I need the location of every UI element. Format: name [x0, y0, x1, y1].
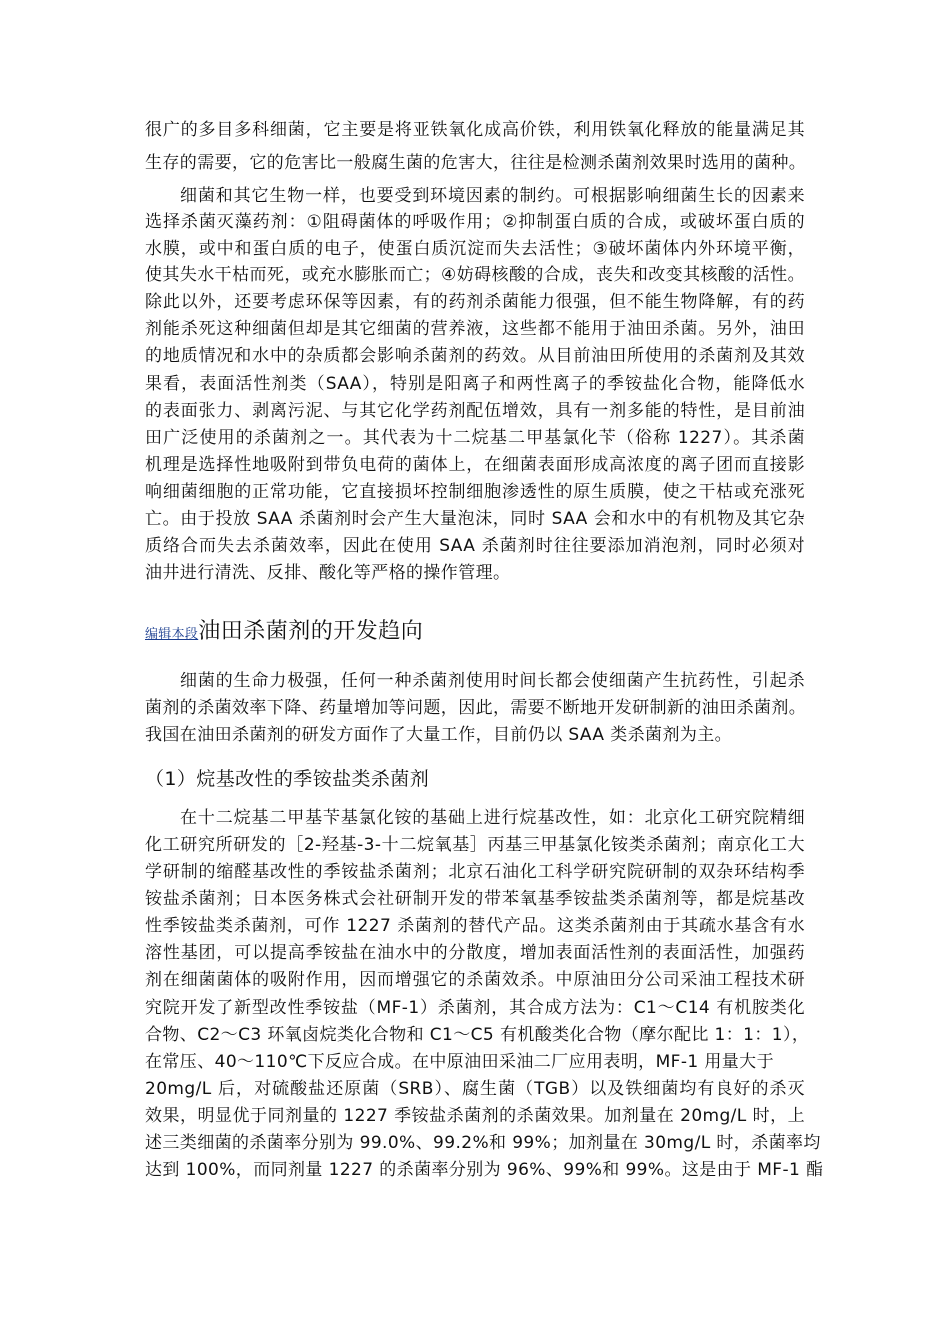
paragraph-4-line-12: 效果，明显优于同剂量的 1227 季铵盐杀菌剂的杀菌效果。加剂量在 20mg/L 时，上: [145, 1106, 805, 1126]
section-heading: [145, 614, 423, 648]
paragraph-2-line-15: 油井进行清洗、反排、酸化等严格的操作管理。: [145, 563, 511, 583]
paragraph-4-line-10: 在常压、40～110℃下反应合成。在中原油田采油二厂应用表明，MF-1 用量大于: [145, 1052, 774, 1072]
paragraph-4-line-13: 述三类细菌的杀菌率分别为 99.0%、99.2%和 99%；加剂量在 30mg/L 时，杀菌率均: [145, 1133, 821, 1153]
paragraph-2-line-2: 选择杀菌灭藻药剂：①阻碍菌体的呼吸作用；②抑制蛋白质的合成，或破坏蛋白质的: [145, 212, 805, 232]
paragraph-3-line-2: 菌剂的杀菌效率下降、药量增加等问题，因此，需要不断地开发研制新的油田杀菌剂。: [145, 698, 807, 718]
paragraph-2-line-9: 的表面张力、剥离污泥、与其它化学药剂配伍增效，具有一剂多能的特性，是目前油: [145, 401, 805, 421]
paragraph-2-line-4: 使其失水干枯而死，或充水膨胀而亡；④妨碍核酸的合成，丧失和改变其核酸的活性。: [145, 265, 805, 285]
paragraph-2-line-5: 除此以外，还要考虑环保等因素，有的药剂杀菌能力很强，但不能生物降解，有的药: [145, 292, 805, 312]
paragraph-4-line-1: 在十二烷基二甲基苄基氯化铵的基础上进行烷基改性，如：北京化工研究院精细: [180, 808, 805, 828]
paragraph-4-line-2: 化工研究所研发的［2-羟基-3-十二烷氧基］丙基三甲基氯化铵类杀菌剂；南京化工大: [145, 835, 805, 855]
paragraph-4-line-3: 学研制的缩醛基改性的季铵盐杀菌剂；北京石油化工科学研究院研制的双杂环结构季: [145, 862, 805, 882]
paragraph-3-line-3: 我国在油田杀菌剂的研发方面作了大量工作，目前仍以 SAA 类杀菌剂为主。: [145, 725, 733, 745]
paragraph-1-line-2: 生存的需要，它的危害比一般腐生菌的危害大，往往是检测杀菌剂效果时选用的菌种。: [145, 153, 807, 173]
paragraph-2-line-13: 亡。由于投放 SAA 杀菌剂时会产生大量泡沫，同时 SAA 会和水中的有机物及其它杂: [145, 509, 805, 529]
subsection-title: （1）烷基改性的季铵盐类杀菌剂: [145, 768, 430, 790]
paragraph-4-line-8: 究院开发了新型改性季铵盐（MF-1）杀菌剂，其合成方法为：C1～C14 有机胺类化: [145, 998, 805, 1018]
paragraph-2-line-11: 机理是选择性地吸附到带负电荷的菌体上，在细菌表面形成高浓度的离子团而直接影: [145, 455, 805, 475]
paragraph-2-line-8: 果看，表面活性剂类（SAA），特别是阳离子和两性离子的季铵盐化合物，能降低水: [145, 374, 805, 394]
paragraph-4-line-4: 铵盐杀菌剂；日本医务株式会社研制开发的带苯氧基季铵盐类杀菌剂等，都是烷基改: [145, 889, 805, 909]
paragraph-4-line-14: 达到 100%，而同剂量 1227 的杀菌率分别为 96%、99%和 99%。这是由于 MF-1 酯: [145, 1160, 824, 1180]
paragraph-2-line-6: 剂能杀死这种细菌但却是其它细菌的营养液，这些都不能用于油田杀菌。另外，油田: [145, 319, 805, 339]
paragraph-1-line-1: 很广的多目多科细菌，它主要是将亚铁氧化成高价铁，利用铁氧化释放的能量满足其: [145, 120, 805, 140]
paragraph-4-line-5: 性季铵盐类杀菌剂，可作 1227 杀菌剂的替代产品。这类杀菌剂由于其疏水基含有水: [145, 916, 805, 936]
paragraph-4-line-11: 20mg/L 后，对硫酸盐还原菌（SRB）、腐生菌（TGB）以及铁细菌均有良好的杀灭: [145, 1079, 805, 1099]
paragraph-2-line-3: 水膜，或中和蛋白质的电子，使蛋白质沉淀而失去活性；③破坏菌体内外环境平衡，: [145, 239, 805, 259]
paragraph-2-line-14: 质络合而失去杀菌效率，因此在使用 SAA 杀菌剂时往往要添加消泡剂，同时必须对: [145, 536, 805, 556]
paragraph-2-line-7: 的地质情况和水中的杂质都会影响杀菌剂的药效。从目前油田所使用的杀菌剂及其效: [145, 346, 805, 366]
paragraph-4-line-9: 合物、C2～C3 环氧卤烷类化合物和 C1～C5 有机酸类化合物（摩尔配比 1：1：1），: [145, 1025, 810, 1045]
paragraph-3-line-1: 细菌的生命力极强，任何一种杀菌剂使用时间长都会使细菌产生抗药性，引起杀: [180, 671, 805, 691]
paragraph-2-line-12: 响细菌细胞的正常功能，它直接损坏控制细胞渗透性的原生质膜，使之干枯或充涨死: [145, 482, 805, 502]
section-title: 油田杀菌剂的开发趋向: [198, 619, 424, 644]
paragraph-4-line-6: 溶性基团，可以提高季铵盐在油水中的分散度，增加表面活性剂的表面活性，加强药: [145, 943, 805, 963]
paragraph-2-line-10: 田广泛使用的杀菌剂之一。其代表为十二烷基二甲基氯化苄（俗称 1227）。其杀菌: [145, 428, 805, 448]
paragraph-2-line-1: 细菌和其它生物一样，也要受到环境因素的制约。可根据影响细菌生长的因素来: [180, 186, 805, 206]
edit-section-link[interactable]: 编辑本段: [145, 627, 199, 642]
paragraph-4-line-7: 剂在细菌菌体的吸附作用，因而增强它的杀菌效杀。中原油田分公司采油工程技术研: [145, 970, 805, 990]
